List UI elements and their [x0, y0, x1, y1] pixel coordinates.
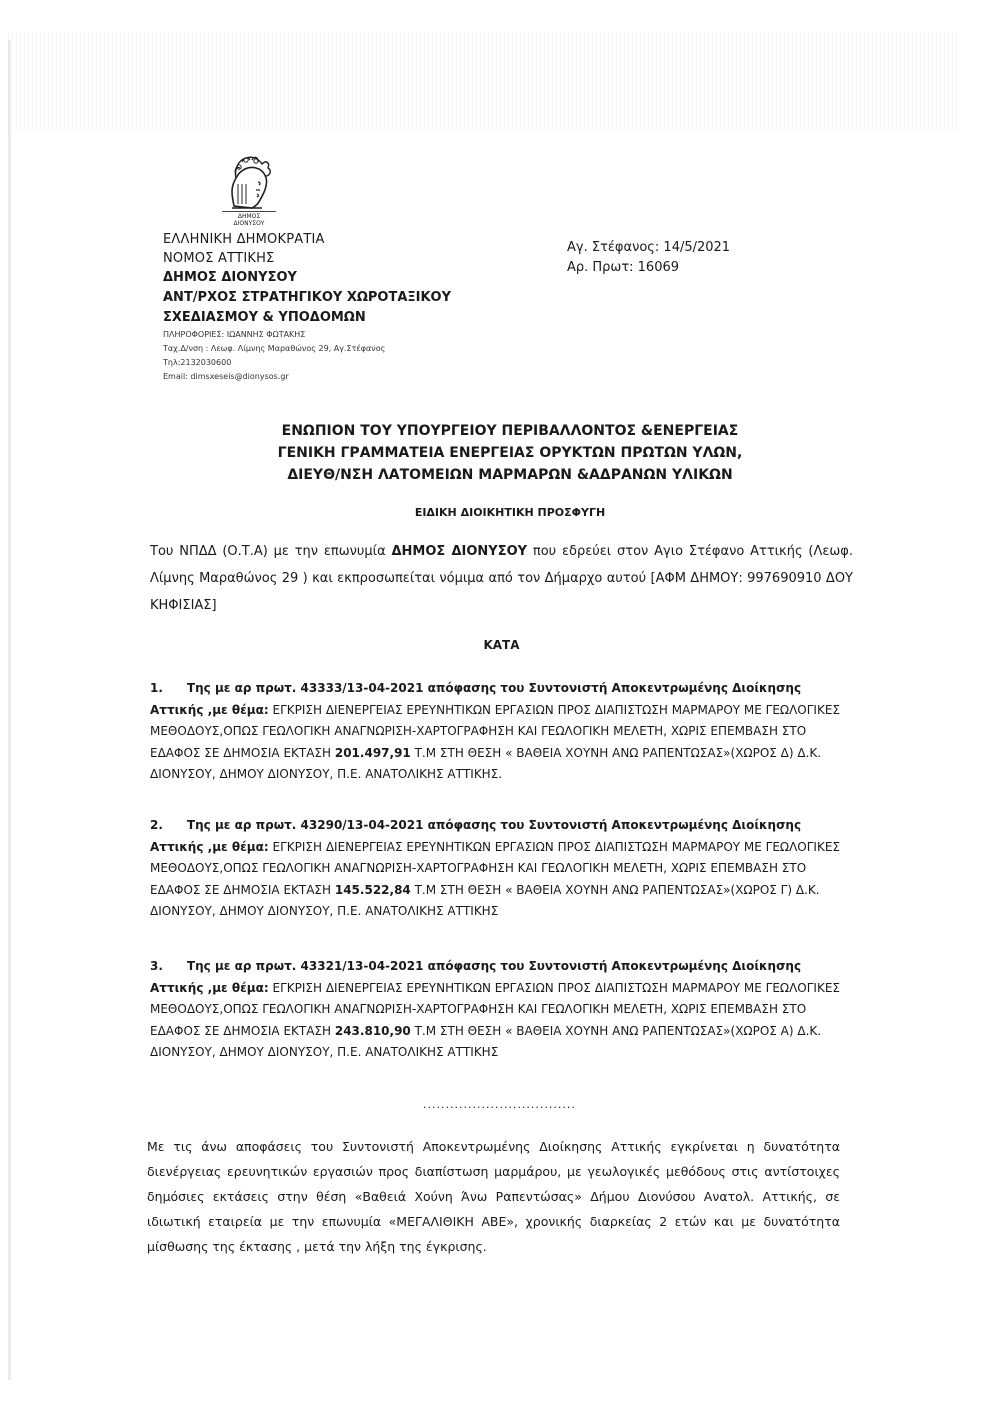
- intro-before: Του ΝΠΔΔ (Ο.Τ.Α) με την επωνυμία: [150, 544, 392, 559]
- against-heading: ΚΑΤΑ: [483, 638, 520, 652]
- document-date: Αγ. Στέφανος: 14/5/2021: [567, 240, 731, 255]
- header-info: ΠΛΗΡΟΦΟΡΙΕΣ: ΙΩΑΝΝΗΣ ΦΩΤΑΚΗΣ: [163, 330, 306, 339]
- header-address: Ταχ.Δ/νση : Λεωφ. Λίμνης Μαραθώνος 29, Αγ.Στέφανος: [163, 344, 386, 353]
- addressee-heading: [150, 420, 870, 486]
- item-lead: Της με αρ πρωτ. 43290/13-04-2021 απόφασης του Συντονιστή Αποκεντρωμένης Διοίκησης Αττικής ,με θέμα:: [150, 818, 802, 854]
- item-text: ΕΓΚΡΙΣΗ ΔΙΕΝΕΡΓΕΙΑΣ ΕΡΕΥΝΗΤΙΚΩΝ ΕΡΓΑΣΙΩΝ ΠΡΟΣ ΔΙΑΠΙΣΤΩΣΗ ΜΑΡΜΑΡΟΥ ΜΕ ΓΕΩΛΟΓΙΚΕΣ ΜΕΘΟΔΟΥΣ,ΟΠΩΣ ΓΕΩΛΟΓΙΚΗ ΑΝΑΓΝΩΡΙΣΗ-ΧΑΡΤΟΓΡΑΦΗΣΗ ΚΑΙ ΓΕΩΛΟΓΙΚΗ ΜΕΛΕΤΗ, ΧΩΡΙΣ ΕΠΕΜΒΑΣΗ ΣΤΟ ΕΔΑΦΟΣ ΣΕ ΔΗΜΟΣΙΑ ΕΚΤΑΣΗ: [150, 702, 841, 760]
- municipality-logo-icon: [212, 148, 282, 220]
- header-republic: ΕΛΛΗΝΙΚΗ ΔΗΜΟΚΡΑΤΙΑ: [163, 232, 325, 247]
- intro-paragraph: [150, 538, 853, 619]
- item-area: 201.497,91: [334, 745, 411, 760]
- header-email: Email: dimsxeseis@dionysos.gr: [163, 372, 289, 381]
- item-lead: Της με αρ πρωτ. 43333/13-04-2021 απόφασης του Συντονιστή Αποκεντρωμένης Διοίκησης Αττικής ,με θέμα:: [150, 681, 802, 717]
- header-department: ΑΝΤ/ΡΧΟΣ ΣΤΡΑΤΗΓΙΚΟΥ ΧΩΡΟΤΑΞΙΚΟΥ: [163, 290, 452, 305]
- scan-edge: [8, 40, 11, 1380]
- addressee-line-3: ΔΙΕΥΘ/ΝΣΗ ΛΑΤΟΜΕΙΩΝ ΜΑΡΜΑΡΩΝ &ΑΔΡΑΝΩΝ ΥΛΙΚΩΝ: [287, 467, 733, 483]
- logo-caption: ΔΗΜΟΣ ΔΙΟΝΥΣΟΥ: [222, 211, 276, 227]
- protocol-number: Αρ. Πρωτ: 16069: [567, 260, 680, 275]
- decision-item-1: [150, 678, 840, 786]
- scan-noise: [8, 32, 960, 132]
- item-number: 3.: [150, 959, 163, 973]
- item-text-after: Τ.Μ ΣΤΗ ΘΕΣΗ « ΒΑΘΕΙΑ ΧΟΥΝΗ ΑΝΩ ΡΑΠΕΝΤΩΣΑΣ»(ΧΩΡΟΣ Α) Δ.Κ. ΔΙΟΝΥΣΟΥ, ΔΗΜΟΥ ΔΙΟΝΥΣΟΥ, Π.Ε. ΑΝΑΤΟΛΙΚΗΣ ΑΤΤΙΚΗΣ: [150, 1023, 822, 1059]
- header-prefecture: ΝΟΜΟΣ ΑΤΤΙΚΗΣ: [163, 251, 275, 266]
- intro-after: που εδρεύει στον Αγιο Στέφανο Αττικής (Λεωφ. Λίμνης Μαραθώνος 29 ) και εκπροσωπείται νόμιμα από τον Δήμαρχο αυτού [ΑΦΜ ΔΗΜΟΥ: 997690910 ΔΟΥ ΚΗΦΙΣΙΑΣ]: [150, 544, 853, 613]
- document-type: ΕΙΔΙΚΗ ΔΙΟΙΚΗΤΙΚΗ ΠΡΟΣΦΥΓΗ: [414, 506, 606, 519]
- decision-item-3: [150, 956, 840, 1064]
- item-text-after: Τ.Μ ΣΤΗ ΘΕΣΗ « ΒΑΘΕΙΑ ΧΟΥΝΗ ΑΝΩ ΡΑΠΕΝΤΩΣΑΣ»(ΧΩΡΟΣ Γ) Δ.Κ. ΔΙΟΝΥΣΟΥ, ΔΗΜΟΥ ΔΙΟΝΥΣΟΥ, Π.Ε. ΑΝΑΤΟΛΙΚΗΣ ΑΤΤΙΚΗΣ: [150, 882, 820, 918]
- dotted-separator: ..................................: [423, 1098, 576, 1111]
- decision-item-2: [150, 815, 840, 923]
- item-area: 243.810,90: [334, 1023, 411, 1038]
- item-number: 2.: [150, 818, 163, 832]
- header-municipality: ΔΗΜΟΣ ΔΙΟΝΥΣΟΥ: [163, 270, 297, 285]
- header-department-cont: ΣΧΕΔΙΑΣΜΟΥ & ΥΠΟΔΟΜΩΝ: [163, 310, 366, 325]
- item-lead: Της με αρ πρωτ. 43321/13-04-2021 απόφασης του Συντονιστή Αποκεντρωμένης Διοίκησης Αττικής ,με θέμα:: [150, 959, 802, 995]
- closing-paragraph: Με τις άνω αποφάσεις του Συντονιστή Αποκεντρωμένης Διοίκησης Αττικής εγκρίνεται η δυνατότητα διενέργειας ερευνητικών εργασιών προς διαπίστωση μαρμάρου, με γεωλογικές μεθόδους στις αντίστοιχες δημόσιες εκτάσεις στην θέση «Βαθειά Χούνη Άνω Ραπεντώσας» Δήμου Διονύσου Ανατολ. Αττικής, σε ιδιωτική εταιρεία με την επωνυμία «ΜΕΓΑΛΙΘΙΚΗ ΑΒΕ», χρονικής διαρκείας 2 ετών και με δυνατότητα μίσθωσης της έκτασης , μετά την λήξη της έγκρισης.: [147, 1139, 840, 1254]
- sender-header: [163, 230, 583, 384]
- item-area: 145.522,84: [334, 882, 411, 897]
- document-meta: [567, 238, 730, 278]
- item-text: ΕΓΚΡΙΣΗ ΔΙΕΝΕΡΓΕΙΑΣ ΕΡΕΥΝΗΤΙΚΩΝ ΕΡΓΑΣΙΩΝ ΠΡΟΣ ΔΙΑΠΙΣΤΩΣΗ ΜΑΡΜΑΡΟΥ ΜΕ ΓΕΩΛΟΓΙΚΕΣ ΜΕΘΟΔΟΥΣ,ΟΠΩΣ ΓΕΩΛΟΓΙΚΗ ΑΝΑΓΝΩΡΙΣΗ-ΧΑΡΤΟΓΡΑΦΗΣΗ ΚΑΙ ΓΕΩΛΟΓΙΚΗ ΜΕΛΕΤΗ, ΧΩΡΙΣ ΕΠΕΜΒΑΣΗ ΣΤΟ ΕΔΑΦΟΣ ΣΕ ΔΗΜΟΣΙΑ ΕΚΤΑΣΗ: [150, 980, 841, 1038]
- addressee-line-1: ΕΝΩΠΙΟΝ ΤΟΥ ΥΠΟΥΡΓΕΙΟΥ ΠΕΡΙΒΑΛΛΟΝΤΟΣ &ΕΝΕΡΓΕΙΑΣ: [281, 423, 739, 439]
- item-number: 1.: [150, 681, 163, 695]
- addressee-line-2: ΓΕΝΙΚΗ ΓΡΑΜΜΑΤΕΙΑ ΕΝΕΡΓΕΙΑΣ ΟΡΥΚΤΩΝ ΠΡΩΤΩΝ ΥΛΩΝ,: [277, 445, 743, 461]
- item-text-after: Τ.Μ ΣΤΗ ΘΕΣΗ « ΒΑΘΕΙΑ ΧΟΥΝΗ ΑΝΩ ΡΑΠΕΝΤΩΣΑΣ»(ΧΩΡΟΣ Δ) Δ.Κ. ΔΙΟΝΥΣΟΥ, ΔΗΜΟΥ ΔΙΟΝΥΣΟΥ, Π.Ε. ΑΝΑΤΟΛΙΚΗΣ ΑΤΤΙΚΗΣ.: [150, 745, 822, 781]
- header-phone: Τηλ:2132030600: [163, 358, 232, 367]
- intro-name: ΔΗΜΟΣ ΔΙΟΝΥΣΟΥ: [391, 544, 528, 559]
- item-text: ΕΓΚΡΙΣΗ ΔΙΕΝΕΡΓΕΙΑΣ ΕΡΕΥΝΗΤΙΚΩΝ ΕΡΓΑΣΙΩΝ ΠΡΟΣ ΔΙΑΠΙΣΤΩΣΗ ΜΑΡΜΑΡΟΥ ΜΕ ΓΕΩΛΟΓΙΚΕΣ ΜΕΘΟΔΟΥΣ,ΟΠΩΣ ΓΕΩΛΟΓΙΚΗ ΑΝΑΓΝΩΡΙΣΗ-ΧΑΡΤΟΓΡΑΦΗΣΗ ΚΑΙ ΓΕΩΛΟΓΙΚΗ ΜΕΛΕΤΗ, ΧΩΡΙΣ ΕΠΕΜΒΑΣΗ ΣΤΟ ΕΔΑΦΟΣ ΣΕ ΔΗΜΟΣΙΑ ΕΚΤΑΣΗ: [150, 839, 841, 897]
